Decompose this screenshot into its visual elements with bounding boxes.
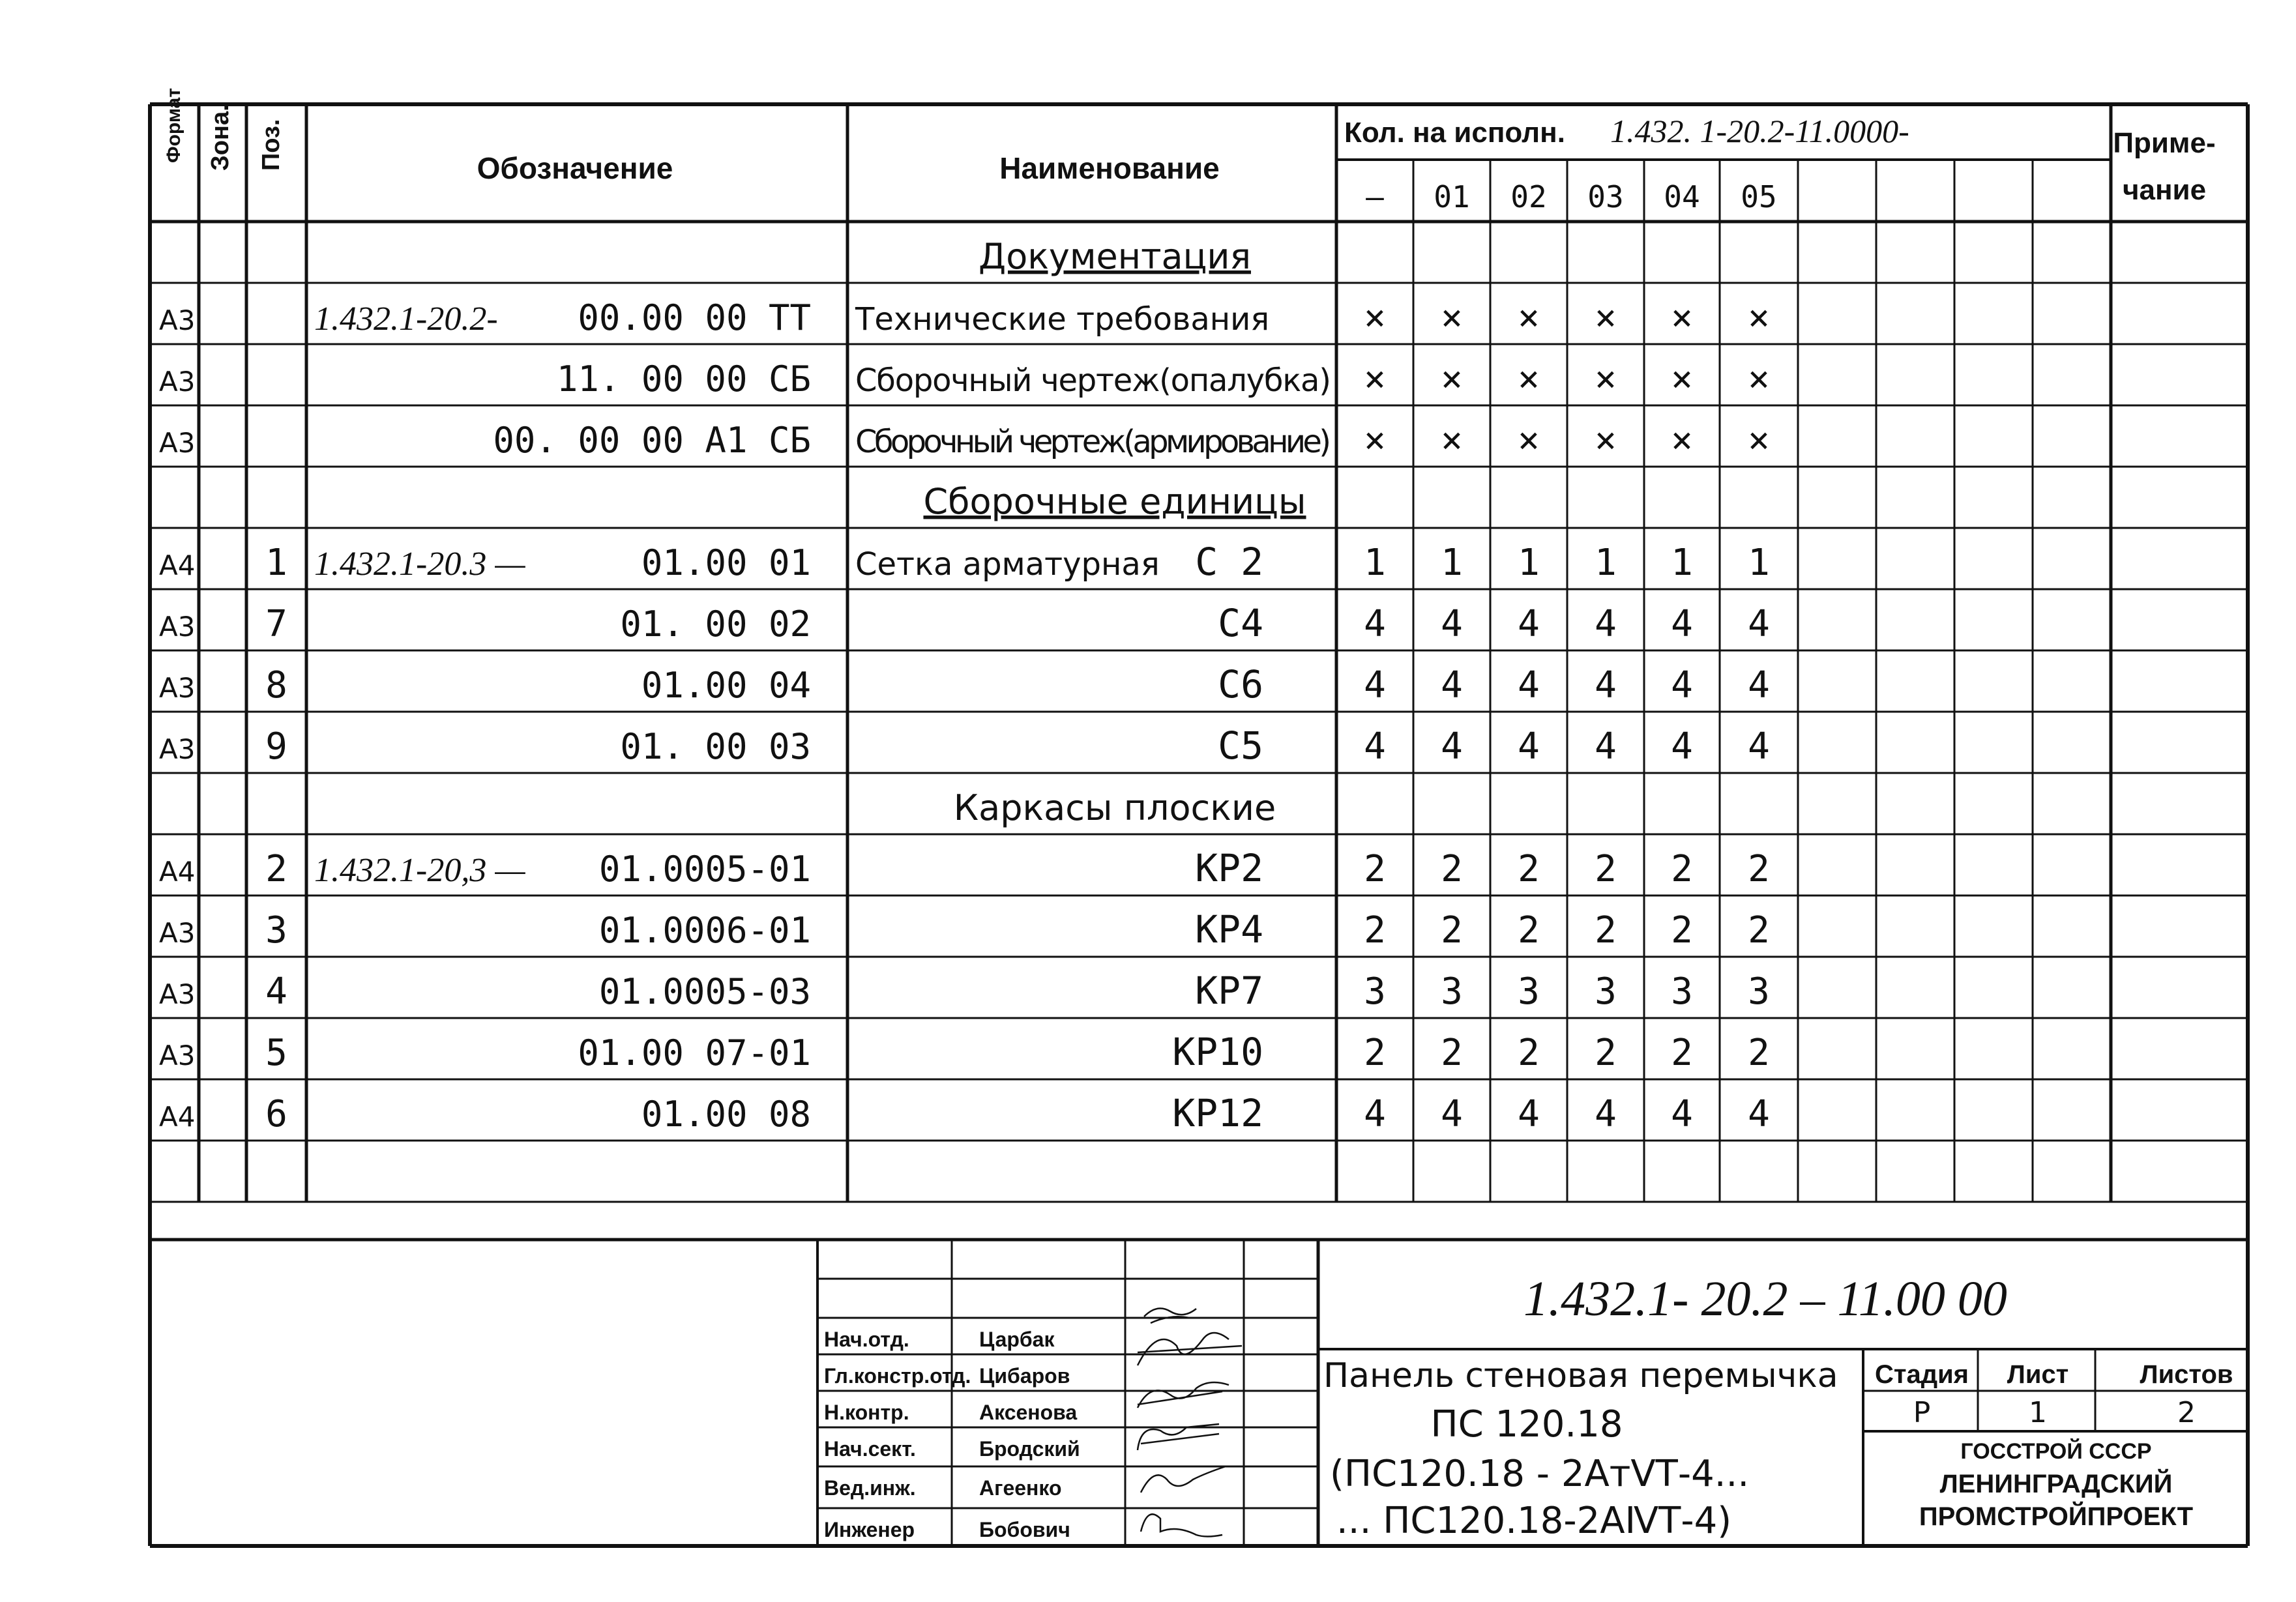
cell-quantity: 1 [1748,542,1770,584]
table-row [159,1091,1770,1135]
document-code: 1.432.1- 20.2 – 11.00 00 [1523,1272,2007,1326]
table-body [159,236,1770,1135]
org-line3: ПРОМСТРОЙПРОЕКТ [1919,1502,2194,1531]
person-name: Аксенова [979,1401,1078,1424]
section-heading: Каркасы плоские [953,787,1276,828]
cell-quantity: × [1748,419,1770,461]
cell-name: Сборочный чертеж(армирование) [855,424,1331,460]
cell-quantity: 2 [1671,848,1693,890]
cell-quantity: 2 [1595,848,1617,890]
cell-quantity: × [1441,358,1463,400]
person-role: Инженер [824,1518,915,1541]
cell-mark: КР4 [1195,907,1263,952]
cell-quantity: 2 [1518,909,1540,952]
cell-quantity: 4 [1671,603,1693,645]
cell-quantity: 2 [1441,1032,1463,1074]
cell-mark: С6 [1218,662,1263,706]
person-role: Н.контр. [824,1401,909,1424]
table-row [159,846,1770,890]
table-row [159,540,1770,584]
cell-code: 1.432.1-20.2- [314,300,498,338]
header-zone: Зона. [207,104,234,171]
cell-quantity: 2 [1671,1032,1693,1074]
cell-quantity: 4 [1518,1093,1540,1135]
cell-quantity: 4 [1595,725,1617,768]
cell-position: 3 [265,909,287,952]
cell-quantity: 4 [1748,664,1770,706]
cell-name: Сетка арматурная [855,546,1160,583]
org-line2: ЛЕНИНГРАДСКИЙ [1939,1470,2173,1498]
org-line1: ГОССТРОЙ СССР [1960,1439,2152,1464]
header-qty-code: 1.432. 1-20.2-11.0000- [1610,113,1909,149]
cell-format: А3 [159,366,196,398]
stage-value: Р [1913,1396,1931,1429]
cell-format: А3 [159,1040,196,1071]
cell-designation: 01.0005-03 [598,971,811,1012]
cell-name: Сборочный чертеж(опалубка) [855,362,1331,399]
cell-quantity: 2 [1748,909,1770,952]
variant-label: 03 [1587,179,1624,214]
person-role: Нач.сект. [824,1437,916,1461]
section-heading: Документация [979,236,1251,277]
cell-quantity: 3 [1595,970,1617,1013]
sheet-label: Лист [2007,1360,2069,1389]
cell-quantity: 4 [1595,664,1617,706]
cell-quantity: 4 [1595,603,1617,645]
cell-quantity: 1 [1364,542,1386,584]
cell-quantity: 4 [1518,664,1540,706]
table-row [159,1030,1770,1074]
cell-position: 1 [265,542,287,584]
cell-quantity: × [1595,297,1617,339]
cell-quantity: 2 [1441,848,1463,890]
table-row [159,968,1770,1013]
cell-designation: 01. 00 02 [620,604,811,645]
person-name: Царбак [979,1328,1055,1351]
cell-designation: 01.00 04 [641,665,811,706]
cell-format: А3 [159,672,196,704]
cell-quantity: × [1518,419,1540,461]
cell-quantity: 2 [1748,1032,1770,1074]
cell-mark: С4 [1218,601,1263,645]
cell-format: А4 [159,1101,196,1133]
cell-quantity: × [1671,358,1693,400]
cell-quantity: × [1671,297,1693,339]
cell-name: Технические требования [855,301,1270,338]
cell-position: 7 [265,603,287,645]
sheets-label: Листов [2140,1360,2233,1389]
cell-designation: 00.00 00 ТТ [578,297,811,338]
table-row [159,662,1770,706]
table-row [159,358,1770,400]
cell-quantity: × [1671,419,1693,461]
cell-designation: 01.00 08 [641,1094,811,1135]
variant-label: — [1366,179,1384,214]
cell-format: А3 [159,304,196,336]
cell-quantity: × [1441,419,1463,461]
table-row [954,787,1276,828]
section-heading: Сборочные единицы [923,481,1306,522]
cell-mark: С 2 [1195,540,1263,584]
cell-quantity: 4 [1671,725,1693,768]
cell-format: А4 [159,549,196,581]
header-qty-label: Кол. на исполн. [1344,117,1565,149]
cell-format: А3 [159,427,196,459]
cell-position: 4 [265,970,287,1013]
cell-position: 9 [265,725,287,768]
cell-designation: 01.0005-01 [598,849,811,890]
cell-position: 2 [265,848,287,890]
cell-quantity: 2 [1518,848,1540,890]
title-line1: Панель стеновая перемычка [1323,1356,1838,1395]
cell-quantity: 2 [1671,909,1693,952]
cell-quantity: 3 [1671,970,1693,1013]
person-name: Агеенко [979,1476,1062,1500]
cell-quantity: × [1595,419,1617,461]
cell-quantity: × [1748,358,1770,400]
variant-label: 04 [1664,179,1700,214]
title-line3: (ПС120.18 - 2АтⅤТ-4... [1330,1453,1750,1495]
cell-quantity: × [1364,297,1386,339]
header-designation: Обозначение [477,151,673,185]
table-row [979,236,1251,277]
signature-marks [1138,1309,1242,1537]
title-line4: ... ПС120.18-2АⅣТ-4) [1336,1500,1732,1542]
cell-quantity: 2 [1748,848,1770,890]
person-name: Бобович [979,1518,1070,1541]
table-row [159,723,1770,768]
cell-quantity: 4 [1748,1093,1770,1135]
cell-quantity: × [1518,358,1540,400]
cell-format: А3 [159,611,196,643]
cell-quantity: 4 [1364,1093,1386,1135]
cell-quantity: × [1595,358,1617,400]
cell-quantity: 4 [1518,725,1540,768]
variant-label: 02 [1510,179,1547,214]
cell-quantity: 4 [1518,603,1540,645]
cell-quantity: 2 [1518,1032,1540,1074]
person-role: Гл.констр.отд. [824,1364,971,1388]
cell-mark: КР2 [1195,846,1263,890]
header-name: Наименование [999,151,1220,185]
person-name: Бродский [979,1437,1080,1461]
cell-quantity: 1 [1595,542,1617,584]
header-note-line2: чание [2122,174,2207,206]
cell-quantity: 4 [1748,725,1770,768]
cell-quantity: 4 [1748,603,1770,645]
cell-quantity: × [1748,297,1770,339]
cell-mark: КР12 [1172,1091,1263,1135]
cell-designation: 11. 00 00 СБ [556,358,811,400]
cell-position: 8 [265,664,287,706]
cell-quantity: × [1441,297,1463,339]
variant-headers [1366,179,1777,214]
variant-label: 05 [1741,179,1777,214]
cell-quantity: 2 [1595,1032,1617,1074]
cell-quantity: 3 [1748,970,1770,1013]
cell-quantity: 4 [1441,725,1463,768]
cell-quantity: 4 [1595,1093,1617,1135]
person-name: Цибаров [979,1364,1070,1388]
cell-designation: 01. 00 03 [620,726,811,767]
cell-quantity: 4 [1671,1093,1693,1135]
cell-position: 6 [265,1093,287,1135]
cell-quantity: 4 [1364,664,1386,706]
cell-position: 5 [265,1032,287,1074]
cell-quantity: 1 [1518,542,1540,584]
cell-quantity: × [1518,297,1540,339]
cell-format: А4 [159,856,196,888]
cell-mark: КР10 [1172,1030,1263,1074]
person-role: Нач.отд. [824,1328,909,1351]
cell-quantity: × [1364,419,1386,461]
cell-quantity: × [1364,358,1386,400]
table-row [159,907,1770,952]
cell-quantity: 4 [1364,725,1386,768]
cell-quantity: 2 [1441,909,1463,952]
sheets-value: 2 [2177,1396,2196,1429]
cell-quantity: 2 [1595,909,1617,952]
cell-quantity: 2 [1364,848,1386,890]
cell-quantity: 4 [1441,1093,1463,1135]
cell-quantity: 4 [1441,603,1463,645]
table-row [159,419,1770,461]
cell-quantity: 2 [1364,1032,1386,1074]
cell-format: А3 [159,733,196,765]
cell-code: 1.432.1-20.3 — [314,546,525,583]
cell-quantity: 3 [1441,970,1463,1013]
cell-mark: КР7 [1195,968,1263,1013]
cell-quantity: 1 [1441,542,1463,584]
cell-quantity: 3 [1364,970,1386,1013]
header-format: Формат [163,87,184,163]
cell-mark: С5 [1218,723,1263,768]
cell-quantity: 2 [1364,909,1386,952]
cell-designation: 01.0006-01 [598,910,811,951]
title-line2: ПС 120.18 [1430,1403,1623,1446]
table-row [159,297,1770,339]
table-row [159,601,1770,645]
cell-designation: 01.00 01 [641,542,811,583]
table-row [923,481,1306,522]
cell-quantity: 3 [1518,970,1540,1013]
person-role: Вед.инж. [824,1476,916,1500]
cell-designation: 01.00 07-01 [578,1032,811,1073]
cell-quantity: 4 [1441,664,1463,706]
variant-label: 01 [1434,179,1470,214]
cell-format: А3 [159,917,196,949]
header-pos: Поз. [258,119,285,171]
stage-label: Стадия [1874,1360,1969,1389]
cell-quantity: 4 [1364,603,1386,645]
cell-code: 1.432.1-20,3 — [314,852,525,889]
cell-format: А3 [159,978,196,1010]
cell-quantity: 4 [1671,664,1693,706]
sheet-value: 1 [2029,1396,2047,1429]
header-note-line1: Приме- [2113,127,2216,159]
cell-designation: 00. 00 00 А1 СБ [493,420,811,461]
cell-quantity: 1 [1671,542,1693,584]
